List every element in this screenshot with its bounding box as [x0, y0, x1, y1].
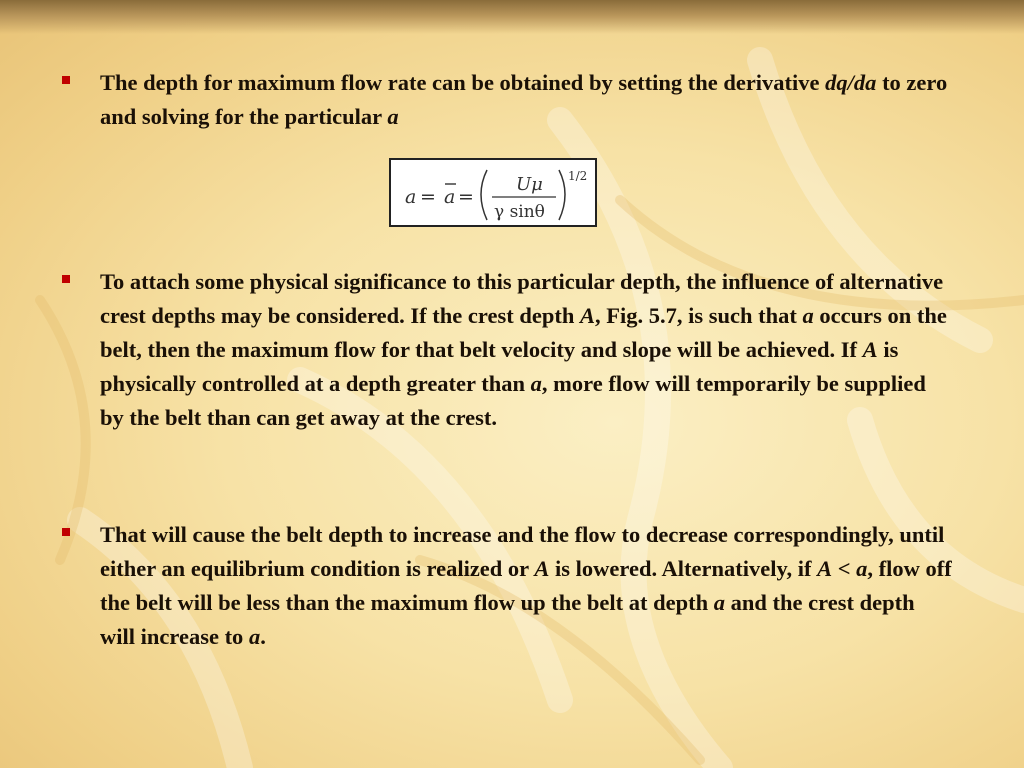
formula-lhs: a — [405, 186, 417, 208]
text-run: to zero and solving for the particular — [100, 70, 948, 129]
text-run: , flow off the belt will be less than the maximum flow up the belt at depth — [100, 556, 952, 615]
formula-right-paren — [559, 170, 565, 220]
italic-term: A — [534, 556, 550, 581]
text-run: That will cause the belt depth to increase and the flow to decrease correspondingly, until either an equilibrium condition is realized or — [100, 522, 945, 581]
text-run: , more flow will temporarily be supplied by the belt than can get away at the crest. — [100, 371, 926, 430]
formula-abar: a — [444, 186, 456, 208]
bullet-item-2 — [62, 265, 952, 435]
italic-term: a — [713, 590, 726, 615]
text-run: is physically controlled at a depth greater than — [100, 337, 899, 396]
formula-left-paren — [481, 170, 487, 220]
italic-term: a — [387, 104, 399, 129]
formula-exponent: 1/2 — [568, 169, 588, 183]
italic-term: a — [248, 624, 261, 649]
bullet-text — [100, 66, 952, 134]
text-run: is lowered. Alternatively, if — [549, 556, 818, 581]
text-run: The depth for maximum flow rate can be obtained by setting the derivative — [100, 70, 826, 95]
italic-term: dq/da — [825, 70, 877, 95]
text-run: occurs on the belt, then the maximum flow for that belt velocity and slope will be achieved. If — [100, 303, 947, 362]
italic-term: A — [579, 303, 595, 328]
bullet-item-3 — [62, 518, 952, 654]
text-run: , Fig. 5.7, is such that — [595, 303, 803, 328]
italic-term: a — [530, 371, 542, 396]
formula-image — [389, 158, 597, 227]
formula-numerator: Uμ — [516, 174, 543, 195]
italic-term: a — [802, 303, 814, 328]
italic-term: a — [856, 556, 868, 581]
formula-denominator: γ sinθ — [494, 202, 545, 222]
bullet-marker-icon — [62, 528, 70, 536]
bullet-marker-icon — [62, 275, 70, 283]
bullet-text — [100, 265, 952, 435]
text-run: To attach some physical significance to this particular depth, the influence of alternative crest depths may be considered. If the crest depth — [100, 269, 944, 328]
text-run: . — [260, 624, 266, 649]
bullet-marker-icon — [62, 76, 70, 84]
text-run: and the crest depth will increase to — [100, 590, 915, 649]
formula-equals-1: = — [420, 186, 436, 208]
bullet-item-1 — [62, 66, 952, 134]
bullet-text — [100, 518, 952, 654]
formula-equals-2: = — [458, 186, 474, 208]
italic-term: A — [862, 337, 878, 362]
italic-term: A — [817, 556, 833, 581]
text-run: < — [832, 556, 857, 581]
